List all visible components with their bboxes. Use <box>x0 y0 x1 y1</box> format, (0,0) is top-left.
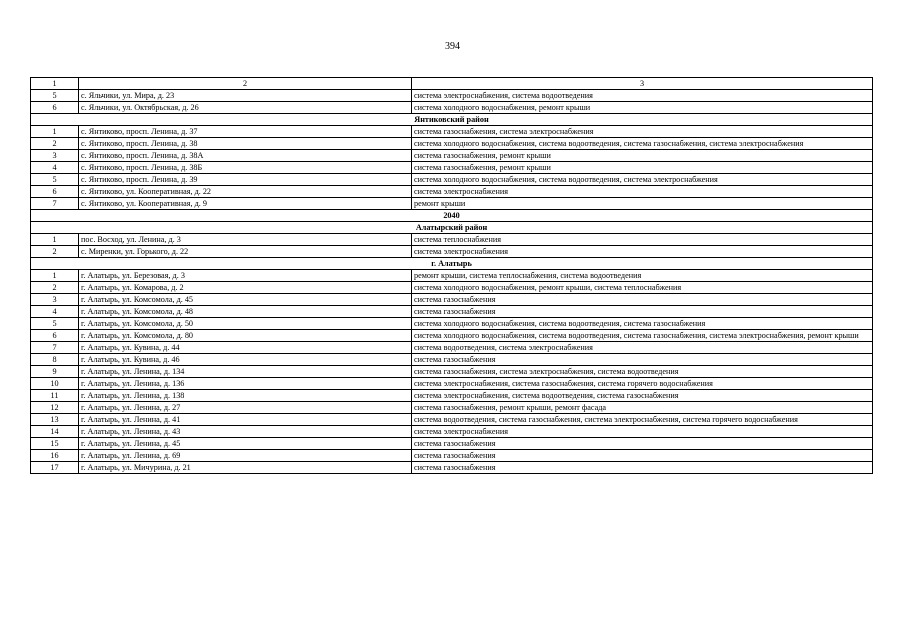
table-row <box>31 90 873 102</box>
row-number: 2 <box>31 138 79 150</box>
row-address: с. Янтиково, просп. Ленина, д. 39 <box>79 174 412 186</box>
row-address: г. Алатырь, ул. Комсомола, д. 50 <box>79 318 412 330</box>
row-number: 7 <box>31 342 79 354</box>
row-number: 1 <box>31 126 79 138</box>
row-number: 10 <box>31 378 79 390</box>
table-row <box>31 450 873 462</box>
row-works: система холодного водоснабжения, система водоотведения, система газоснабжения, система электроснабжения, ремонт крыши <box>412 330 873 342</box>
row-works: система газоснабжения <box>412 306 873 318</box>
row-address: с. Яльчики, ул. Мира, д. 23 <box>79 90 412 102</box>
row-works: система электроснабжения, система водоотведения, система газоснабжения <box>412 390 873 402</box>
row-address: г. Алатырь, ул. Комсомола, д. 45 <box>79 294 412 306</box>
table-row <box>31 102 873 114</box>
row-address: с. Янтиково, просп. Ленина, д. 38А <box>79 150 412 162</box>
row-address: г. Алатырь, ул. Ленина, д. 43 <box>79 426 412 438</box>
row-address: г. Алатырь, ул. Кувина, д. 46 <box>79 354 412 366</box>
row-address: г. Алатырь, ул. Ленина, д. 45 <box>79 438 412 450</box>
row-works: ремонт крыши <box>412 198 873 210</box>
row-works: система электроснабжения, система газоснабжения, система горячего водоснабжения <box>412 378 873 390</box>
row-number: 4 <box>31 162 79 174</box>
table-row <box>31 138 873 150</box>
row-number: 7 <box>31 198 79 210</box>
row-works: система электроснабжения <box>412 186 873 198</box>
row-address: г. Алатырь, ул. Комарова, д. 2 <box>79 282 412 294</box>
table-row <box>31 318 873 330</box>
row-number: 5 <box>31 90 79 102</box>
table-row <box>31 414 873 426</box>
section-heading: Янтиковский район <box>31 114 873 126</box>
row-works: система электроснабжения, система водоотведения <box>412 90 873 102</box>
table-row <box>31 354 873 366</box>
row-works: система газоснабжения <box>412 354 873 366</box>
row-address: с. Янтиково, просп. Ленина, д. 37 <box>79 126 412 138</box>
row-address: г. Алатырь, ул. Ленина, д. 134 <box>79 366 412 378</box>
table-row <box>31 462 873 474</box>
row-number: 2 <box>31 246 79 258</box>
row-works: система водоотведения, система газоснабжения, система электроснабжения, система горячего водоснабжения <box>412 414 873 426</box>
table-row <box>31 270 873 282</box>
row-number: 13 <box>31 414 79 426</box>
section-heading-row <box>31 222 873 234</box>
row-works: система газоснабжения, система электроснабжения, система водоотведения <box>412 366 873 378</box>
housing-register-table <box>30 77 873 474</box>
row-address: с. Миренки, ул. Горького, д. 22 <box>79 246 412 258</box>
table-row <box>31 438 873 450</box>
section-heading-row <box>31 258 873 270</box>
page-number: 394 <box>445 41 460 52</box>
table-row <box>31 126 873 138</box>
table-row <box>31 150 873 162</box>
table-row <box>31 294 873 306</box>
column-header-row <box>31 78 873 90</box>
row-works: система электроснабжения <box>412 426 873 438</box>
row-address: с. Янтиково, просп. Ленина, д. 38 <box>79 138 412 150</box>
row-works: система холодного водоснабжения, система водоотведения, система электроснабжения <box>412 174 873 186</box>
row-number: 6 <box>31 102 79 114</box>
section-heading: 2040 <box>31 210 873 222</box>
column-header-number: 1 <box>31 78 79 90</box>
row-number: 14 <box>31 426 79 438</box>
section-heading: г. Алатырь <box>31 258 873 270</box>
row-address: г. Алатырь, ул. Кувина, д. 44 <box>79 342 412 354</box>
row-number: 1 <box>31 234 79 246</box>
row-works: система газоснабжения <box>412 462 873 474</box>
row-number: 2 <box>31 282 79 294</box>
row-works: система газоснабжения, ремонт крыши, ремонт фасада <box>412 402 873 414</box>
row-address: г. Алатырь, ул. Ленина, д. 136 <box>79 378 412 390</box>
row-works: система газоснабжения <box>412 438 873 450</box>
row-number: 3 <box>31 150 79 162</box>
row-number: 6 <box>31 330 79 342</box>
row-works: система газоснабжения <box>412 294 873 306</box>
row-number: 3 <box>31 294 79 306</box>
row-address: г. Алатырь, ул. Мичурина, д. 21 <box>79 462 412 474</box>
table-row <box>31 330 873 342</box>
row-address: г. Алатырь, ул. Ленина, д. 138 <box>79 390 412 402</box>
section-heading-row <box>31 210 873 222</box>
row-address: г. Алатырь, ул. Ленина, д. 27 <box>79 402 412 414</box>
row-number: 8 <box>31 354 79 366</box>
table-row <box>31 306 873 318</box>
row-works: система холодного водоснабжения, ремонт крыши <box>412 102 873 114</box>
row-address: г. Алатырь, ул. Комсомола, д. 80 <box>79 330 412 342</box>
row-address: с. Яльчики, ул. Октябрьская, д. 26 <box>79 102 412 114</box>
table-row <box>31 426 873 438</box>
row-works: система водоотведения, система электроснабжения <box>412 342 873 354</box>
row-address: г. Алатырь, ул. Березовая, д. 3 <box>79 270 412 282</box>
row-number: 15 <box>31 438 79 450</box>
table-row <box>31 342 873 354</box>
table-body <box>31 78 873 474</box>
row-number: 5 <box>31 174 79 186</box>
table-row <box>31 390 873 402</box>
table-row <box>31 366 873 378</box>
row-number: 11 <box>31 390 79 402</box>
row-address: г. Алатырь, ул. Ленина, д. 69 <box>79 450 412 462</box>
table-row <box>31 402 873 414</box>
table-row <box>31 174 873 186</box>
row-address: с. Янтиково, ул. Кооперативная, д. 22 <box>79 186 412 198</box>
table-row <box>31 186 873 198</box>
table-row <box>31 198 873 210</box>
table-row <box>31 282 873 294</box>
row-works: система холодного водоснабжения, ремонт крыши, система теплоснабжения <box>412 282 873 294</box>
row-works: система газоснабжения, ремонт крыши <box>412 162 873 174</box>
column-header-address: 2 <box>79 78 412 90</box>
table-row <box>31 234 873 246</box>
row-number: 6 <box>31 186 79 198</box>
table-row <box>31 246 873 258</box>
row-number: 4 <box>31 306 79 318</box>
row-number: 9 <box>31 366 79 378</box>
row-works: система газоснабжения, ремонт крыши <box>412 150 873 162</box>
row-number: 12 <box>31 402 79 414</box>
row-works: система холодного водоснабжения, система водоотведения, система газоснабжения, система электроснабжения <box>412 138 873 150</box>
table-row <box>31 162 873 174</box>
row-number: 17 <box>31 462 79 474</box>
row-works: система газоснабжения <box>412 450 873 462</box>
column-header-works: 3 <box>412 78 873 90</box>
section-heading: Алатырский район <box>31 222 873 234</box>
section-heading-row <box>31 114 873 126</box>
row-address: с. Янтиково, ул. Кооперативная, д. 9 <box>79 198 412 210</box>
row-address: пос. Восход, ул. Ленина, д. 3 <box>79 234 412 246</box>
row-address: с. Янтиково, просп. Ленина, д. 38Б <box>79 162 412 174</box>
row-number: 1 <box>31 270 79 282</box>
row-number: 5 <box>31 318 79 330</box>
table-row <box>31 378 873 390</box>
row-works: система электроснабжения <box>412 246 873 258</box>
row-address: г. Алатырь, ул. Комсомола, д. 48 <box>79 306 412 318</box>
row-address: г. Алатырь, ул. Ленина, д. 41 <box>79 414 412 426</box>
row-works: система теплоснабжения <box>412 234 873 246</box>
row-works: система холодного водоснабжения, система водоотведения, система газоснабжения <box>412 318 873 330</box>
row-works: система газоснабжения, система электроснабжения <box>412 126 873 138</box>
row-works: ремонт крыши, система теплоснабжения, система водоотведения <box>412 270 873 282</box>
row-number: 16 <box>31 450 79 462</box>
